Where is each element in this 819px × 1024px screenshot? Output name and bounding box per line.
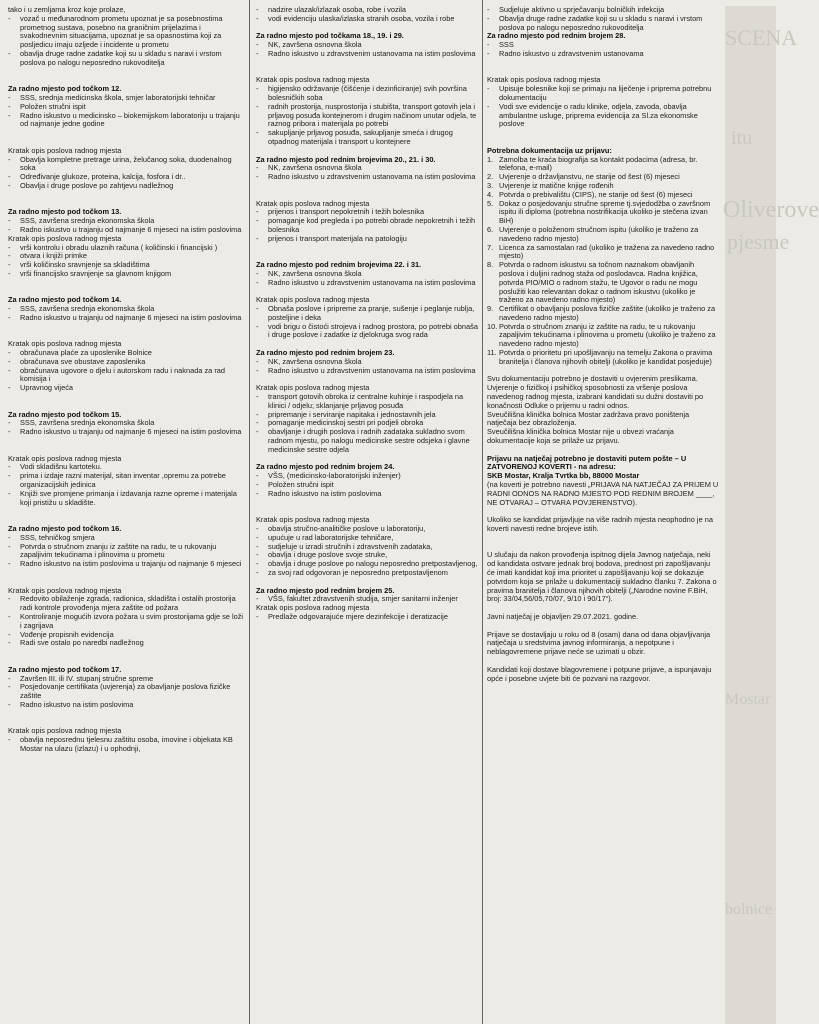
list-item: - sakupljanje prljavog posuđa, sakupljanje smeća i drugog otpadnog materijala i transport u kontejnere [256,129,480,147]
list-item: - Vođenje propisnih evidencija [8,631,244,640]
list-item: - Vodi skladišnu kartoteku. [8,463,244,472]
spacer [8,68,244,86]
list-item: - SSS, tehničkog smjera [8,534,244,543]
list-item: - Posjedovanje certifikata (uvjerenja) za obavljanje poslova fizičke zaštite [8,683,244,701]
section-heading: Za radno mjesto pod točkom 16. [8,524,122,534]
list-item: - Radno iskustvo u zdravstvenim ustanovama na istim poslovima [256,279,480,288]
list-item: - NK, završena osnovna škola [256,270,480,279]
list-item: - radnih prostorija, nusprostorija i stubišta, transport gotovih jela i prljavog posuđa kontejnerom i drugim načinom unutar odjela, te raznog pribora i materijala po potrebi [256,103,480,129]
column-1 [8,6,244,1024]
list-item: - nadzire ulazak/izlazak osoba, robe i vozila [256,6,480,15]
spacer [8,507,244,525]
list-item: - Knjiži sve promjene primanja i izdavanja razne opreme i materijala koji pristižu u skladište. [8,490,244,508]
item-number: 9. [487,304,494,314]
list-item: - NK, završena osnovna škola [256,358,480,367]
section-heading: SKB Mostar, Kralja Tvrtka bb, 88000 Mostar [487,471,640,481]
spacer [8,569,244,587]
list-item: - SSS, srednja medicinska škola, smjer laboratorijski tehničar [8,94,244,103]
list-item: - Radno iskustvo u trajanju od najmanje 6 mjeseci na istim poslovima [8,314,244,323]
spacer [256,244,480,262]
list-item: - Položen stručni ispit [256,481,480,490]
spacer [8,129,244,147]
paragraph: Sveučilišna klinička bolnica Mostar nije u obvezi vraćanja dokumentacije koja se prilaže uz prijavu. [487,427,674,446]
list-item: - obračunava plaće za uposlenike Bolnice [8,349,244,358]
spacer [256,499,480,517]
list-item: - vrši kontrolu i obradu ulaznih računa ( količinski i financijski ) [8,244,244,253]
section-heading: Za radno mjesto pod točkom 15. [8,409,122,419]
paragraph: Kratak opis poslova radnog mjesta [8,233,122,243]
list-item: - Upravnog vijeća [8,384,244,393]
item-text: Certifikat o obavljanju poslova fizičke zaštite (ukoliko je traženo za navedeno radno mjesto) [499,304,716,322]
paragraph: Kratak opis poslova radnog mjesta [487,75,601,85]
paragraph: Kratak opis poslova radnog mjesta [8,726,122,736]
spacer [8,279,244,297]
ghost-text: bolnice [725,901,773,918]
paragraph: Kratak opis poslova radnog mjesta [256,515,370,525]
list-item: - obavlja neposrednu tjelesnu zaštitu osoba, imovine i objekata KB Mostar na ulazu (izlazu) i u ophodnji, [8,736,244,754]
numbered-item [487,156,719,174]
paragraph: tako i u zemljama kroz koje prolaze, [8,5,126,14]
list-item: - obračunava sve obustave zaposlenika [8,358,244,367]
ghost-text: itu [731,127,753,149]
list-item: - Upisuje bolesnike koji se primaju na liječenje i priprema potrebnu dokumentaciju [487,85,719,103]
spacer [487,534,719,552]
list-item: - Radno iskustvo na istim poslovima [8,701,244,710]
list-item: - Sudjeluje aktivno u sprječavanju bolničkih infekcija [487,6,719,15]
list-item: - obavljanje i drugih poslova i radnih zadataka sukladno svom radnom mjestu, po nalogu medicinske sestre odsjeka i glavne medicinske sestre odjela [256,428,480,454]
list-item: - obavlja i druge poslove po nalogu neposredno pretpostavljenog, [256,560,480,569]
spacer [487,59,719,77]
list-item: - prijenos i transport nepokretnih i težih bolesnika [256,208,480,217]
list-item: - Radno iskustvo u zdravstvenim ustanovama na istim poslovima [256,173,480,182]
item-number: 4. [487,189,494,199]
item-text: Dokaz o posjedovanju stručne spreme tj.svjedodžba o završnom ispitu ili diploma (potrebna nostrifikacija ukoliko je stečena izvan BiH) [499,198,711,226]
paragraph: (na koverti je potrebno navesti „PRIJAVA NA NATJEČAJ ZA PRIJEM U RADNI ODNOS NA RADNO MJESTO POD REDNIM BROJEM ____, NE OTVARAJ – OTVARA POVJERENSTVO). [487,480,719,507]
paragraph: Kandidati koji dostave blagovremene i potpune prijave, a ispunjavaju opće i posebne uvjete biti će pozvani na razgovor. [487,664,712,683]
paragraph: Svu dokumentaciju potrebno je dostaviti u ovjerenim preslikama. [487,374,698,384]
list-item: - higijensko održavanje (čišćenje i dezinficiranje) svih površina bolesničkih soba [256,85,480,103]
list-item: - Radno iskustvo na istim poslovima u trajanju od najmanje 6 mjeseci [8,560,244,569]
numbered-item [487,261,719,305]
item-text: Uvjerenje o položenom stručnom ispitu (ukoliko je traženo za navedeno radno mjesto) [499,224,699,243]
spacer [8,437,244,455]
list-item: - pomaganje kod pregleda i po potrebi obrade nepokretnih i težih bolesnika [256,217,480,235]
list-item: - pomaganje medicinskoj sestri pri podjeli obroka [256,419,480,428]
list-item: - otvara i knjiži primke [8,252,244,261]
list-item: - SSS, završena srednja ekonomska škola [8,217,244,226]
list-item: - pripremanje i serviranje napitaka i jednostavnih jela [256,411,480,420]
section-heading: Za radno mjesto pod rednim brojevima 22. i 31. [256,260,422,270]
section-heading: Za radno mjesto pod točkom 12. [8,84,122,94]
item-number: 7. [487,242,494,252]
paragraph: Uvjerenje o fizičkoj i psihičkoj sposobnosti za vršenje poslova navedenog radnog mjesta, izabrani kandidati su dužni dostaviti po konačnosti Odluke o prijemu u radni odnos. [487,383,704,410]
list-item: - Obavlja kompletne pretrage urina, želučanog soka, duodenalnog soka [8,156,244,174]
item-text: Potvrda o prioritetu pri upošljavanju na temelju Zakona o pravima branitelja i članova njihovih obitelji (ukoliko je kandidat posjeduje) [499,348,713,366]
list-item: - obavlja druge radne zadatke koji su u skladu s naravi i vrstom poslova po nalogu neposredno rukovoditelja [8,50,244,68]
spacer [256,59,480,77]
item-number: 10. [487,321,498,331]
item-text: Uvjerenje o državljanstvu, ne starije od šest (6) mjeseci [499,172,680,182]
list-item: - vozač u međunarodnom prometu upoznat je sa posebnostima prometnog sustava, posebno na graničnim prijelazima i svakodnevnim situacijama, upoznat je sa opasnostima koji za posljedicu imaju ozljede i incidente u prometu [8,15,244,50]
item-number: 6. [487,224,494,234]
ghost-text: Oliverove [723,197,819,223]
list-item: - NK, završena osnovna škola [256,164,480,173]
item-text: Uvjerenje iz matične knjige rođenih [499,180,614,190]
list-item: - SSS, završena srednja ekonomska škola [8,419,244,428]
list-item: - Radno iskustvo u zdravstvenim ustanovama na istim poslovima [256,50,480,59]
paragraph: Javni natječaj je objavljen 29.07.2021. godine. [487,611,639,621]
item-text: Potvrda o stručnom znanju iz zaštite na radu, te u rukovanju zapaljivim tekućinama i plinovima u prometu (ukoliko je traženo za navedeno radno mjesto) [499,321,716,349]
list-item: - vodi evidenciju ulaska/izlaska stranih osoba, vozila i robe [256,15,480,24]
spacer [256,182,480,200]
paragraph: Kratak opis poslova radnog mjesta [256,383,370,393]
list-item: - vodi brigu o čistoći strojeva i radnog prostora, po potrebi obnaša i druge poslove i zadatke iz djelokruga svog rada [256,323,480,341]
item-text: Licenca za samostalan rad (ukoliko je tražena za navedeno radno mjesto) [499,242,715,261]
list-item: - Radno iskustvo u trajanju od najmanje 6 mjeseci na istim poslovima [8,226,244,235]
numbered-item [487,226,719,244]
paragraph: Ukoliko se kandidat prijavljuje na više radnih mjesta neophodno je na koverti navesti redne brojeve istih. [487,515,713,534]
list-item: - vrši financijsko sravnjenje sa glavnom knjigom [8,270,244,279]
list-item: - transport gotovih obroka iz centralne kuhinje i raspodjela na klinici / odjelu; sklanjanje prljavog posuđa [256,393,480,411]
item-number: 8. [487,260,494,270]
item-number: 1. [487,154,494,164]
paragraph: Kratak opis poslova radnog mjesta [8,339,122,349]
section-heading: Za radno mjesto pod točkom 14. [8,295,122,305]
list-item: - za svoj rad odgovoran je neposredno pretpostavljenom [256,569,480,578]
list-item: - Položen stručni ispit [8,103,244,112]
list-item: - NK, završena osnovna škola [256,41,480,50]
spacer [8,323,244,341]
list-item: - Radno iskustvo u medicinsko – biokemijskom laboratoriju u trajanju od najmanje jedne godine [8,112,244,130]
paragraph: Kratak opis poslova radnog mjesta [8,145,122,155]
section-heading: Za radno mjesto pod rednim brojem 24. [256,462,395,472]
item-number: 11. [487,348,497,358]
column-divider [482,0,483,1024]
ghost-text: SCENA [725,25,798,50]
list-item: - obavlja i druge poslove svoje struke, [256,551,480,560]
paragraph: U slučaju da nakon provođenja ispitnog dijela Javnog natječaja, neki od kandidata ostvare jednak broj bodova, prednost pri zapošljavanju će imati kandidat koji ima prioritet u zapošljavanju koji se dokazuje potvrdom koja se prilaže u dokumentaciji sukladno članku 7. Zakona o pravima branitelja i članova njihovih obitelji („Narodne novine F.BiH, broj: 33/04,56/05,70/07, 9/10 i 90/17“). [487,550,717,604]
paragraph: Kratak opis poslova radnog mjesta [256,295,370,305]
paragraph: Kratak opis poslova radnog mjesta [256,603,370,613]
list-item: - obavlja stručno-analitičke poslove u laboratoriju, [256,525,480,534]
item-text: Potvrda o prebivalištu (CIPS), ne starije od šest (6) mjeseci [499,189,693,199]
column-3 [487,6,719,1024]
list-item: - Redovito obilaženje zgrada, radionica, skladišta i ostalih prostorija radi kontrole provođenja mjera zaštite od požara [8,595,244,613]
list-item: - Određivanje glukoze, proteina, kalcija, fosfora i dr.. [8,173,244,182]
column-2 [256,6,480,1024]
numbered-item [487,305,719,323]
list-item: - obračunava ugovore o djelu i autorskom radu i naknada za rad komisija i [8,367,244,385]
section-heading: Za radno mjesto pod rednim brojem 25. [256,585,395,595]
column-divider [249,0,250,1024]
list-item: - SSS, završena srednja ekonomska škola [8,305,244,314]
item-number: 2. [487,172,494,182]
list-item: - Vodi sve evidencije o radu klinike, odjela, zavoda, obavlja ambulantne usluge, priprema evidencija za Sl.za ekonomske poslove [487,103,719,129]
list-item: - Završen III. ili IV. stupanj stručne spreme [8,675,244,684]
paragraph: Sveučilišna klinička bolnica Mostar zadržava pravo poništenja natječaja bez obrazloženja. [487,409,690,428]
spacer [8,393,244,411]
list-item: - Obavlja druge radne zadatke koji su u skladu s naravi i vrstom poslova po nalogu neposredno rukovoditelja [487,15,719,33]
list-item: - VŠS, fakultet zdravstvenih studija, smjer sanitarni inženjer [256,595,480,604]
spacer [487,129,719,147]
list-item: - VŠS, (medicinsko-laboratorijski inženjer) [256,472,480,481]
paragraph: Kratak opis poslova radnog mjesta [256,75,370,85]
list-item: - Radno iskustvo u zdravstvenim ustanovama [487,50,719,59]
section-heading: Prijavu na natječaj potrebno je dostaviti putem pošte – U ZATVORENOJ KOVERTI - na adresu: [487,453,687,472]
list-item: - upućuje u rad laboratorijske tehničare, [256,534,480,543]
spacer [8,191,244,209]
ghost-text: Mostar [725,691,771,708]
item-number: 3. [487,180,494,190]
list-item: - sudjeluje u izradi stručnih i zdravstvenih zadataka, [256,543,480,552]
paragraph: Kratak opis poslova radnog mjesta [256,198,370,208]
list-item: - SSS [487,41,719,50]
section-heading: Potrebna dokumentacija uz prijavu: [487,145,612,155]
list-item: - Radno iskustvo na istim poslovima [256,490,480,499]
ghost-text: pjesme [727,229,790,254]
list-item: - Obnaša poslove i pripreme za pranje, sušenje i peglanje rublja, posteljine i deka [256,305,480,323]
numbered-item [487,349,719,367]
paragraph: Kratak opis poslova radnog mjesta [8,585,122,595]
item-number: 5. [487,198,494,208]
item-text: Potvrda o radnom iskustvu sa točnom naznakom obavljanih poslova i duljini radnog staža od poslodavca. Radna knjižica, potvrda PIO/MIO o radnom stažu, te Ugovor o radu ne mogu poslužiti kao relevantan dokaz o radnom iskustvu (ukoliko je traženo za navedeno radno mjesto) [499,260,698,305]
list-item: - Predlaže odgovarajuće mjere dezinfekcije i deratizacije [256,613,480,622]
list-item: - Kontroliranje mogućih izvora požara u svim prostorijama gdje se loži i zagrijava [8,613,244,631]
bleed-through-strip [723,6,819,1024]
paragraph: Kratak opis poslova radnog mjesta [8,453,122,463]
numbered-item [487,200,719,226]
section-heading: Za radno mjesto pod točkom 17. [8,664,122,674]
list-item: - Obavlja i druge poslove po zahtjevu nadležnog [8,182,244,191]
numbered-item [487,323,719,349]
item-text: Zamolba te kraća biografija sa kontakt podacima (adresa, br. telefona, e-mail) [499,154,698,173]
numbered-item [487,244,719,262]
list-item: - vrši količinsko sravnjenje sa skladištima [8,261,244,270]
paragraph: Prijave se dostavljaju u roku od 8 (osam) dana od dana objavljivanja natječaja u sredstvima javnog informiranja, a nepotpune i neblagovremene prijave neće se uzimati u obzir. [487,629,711,657]
spacer [8,710,244,728]
list-item: - Radno iskustvo u trajanju od najmanje 6 mjeseci na istim poslovima [8,428,244,437]
section-heading: Za radno mjesto pod točkama 18., 19. i 29. [256,31,404,41]
list-item: - prijenos i transport materijala na patologiju [256,235,480,244]
list-item: - Radi sve ostalo po naredbi nadležnog [8,639,244,648]
spacer [8,648,244,666]
list-item: - Potvrda o stručnom znanju iz zaštite na radu, te u rukovanju zapaljivim tekućinama i plinovima u prometu [8,543,244,561]
list-item: - prima i izdaje razni materijal, sitan inventar ,opremu za potrebe organizacijskih jedinica [8,472,244,490]
section-heading: Za radno mjesto pod rednim brojem 28. [487,31,626,41]
section-heading: Za radno mjesto pod točkom 13. [8,207,122,217]
section-heading: Za radno mjesto pod rednim brojevima 20., 21. i 30. [256,154,436,164]
section-heading: Za radno mjesto pod rednim brojem 23. [256,348,395,358]
list-item: - Radno iskustvo u zdravstvenim ustanovama na istim poslovima [256,367,480,376]
